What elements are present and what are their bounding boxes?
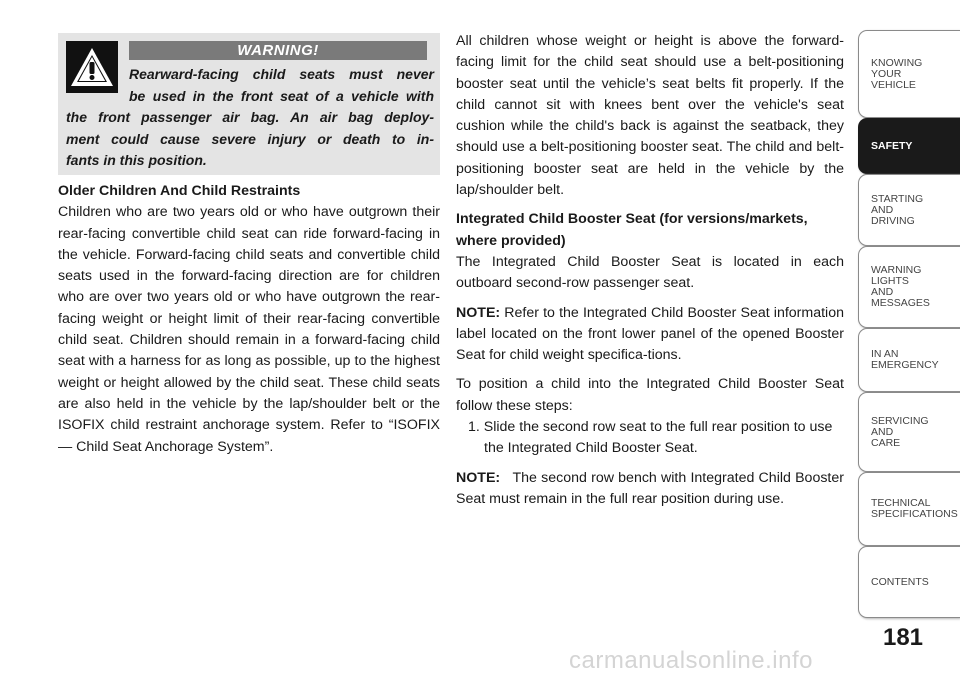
warning-box: [58, 33, 440, 175]
tab-label: WARNING LIGHTS AND MESSAGES: [871, 264, 930, 309]
warning-triangle-icon: [66, 41, 118, 93]
tab-label: STARTING AND DRIVING: [871, 192, 924, 227]
section-heading: Older Children And Child Restraints: [58, 183, 301, 199]
warning-header: WARNING!: [129, 41, 427, 60]
tab-servicing-and-care[interactable]: [858, 392, 960, 472]
tab-label: CONTENTS: [871, 575, 929, 588]
step-item: 1. Slide the second row seat to the full rear position to use the Integrated Child Booster Seat.: [468, 419, 833, 457]
tab-label: TECHNICAL SPECIFICATIONS: [871, 497, 958, 520]
tab-in-an-emergency[interactable]: [858, 328, 960, 392]
left-column: [58, 181, 440, 458]
tab-starting-and-driving[interactable]: [858, 174, 960, 246]
warning-line: be used in the front seat of a vehicle with: [129, 87, 434, 104]
tab-contents[interactable]: [858, 546, 960, 618]
body-paragraph: Children who are two years old or who have outgrown their rear-facing convertible child seat can ride forward-facing in the vehicle. Forward-facing child seats and convertible child seats used in the forward-facing direction are for children who are over two years old or who have outgrown the rear-facing weight or height limit of their rear-facing convertible child seat. Children should remain in a forward-facing child seat with a harness for as long as possible, up to the highest weight or height allowed by the child seat. These child seats are also held in the vehicle by the lap/shoulder belt or the ISOFIX child restraint anchorage system. Refer to “ISOFIX — Child Seat Anchorage System”.: [58, 204, 440, 455]
body-paragraph: All children whose weight or height is above the forward-facing limit for the child seat should use a belt-positioning booster seat until the vehicle’s seat belts fit properly. If the child cannot sit with knees bent over the vehicle's seat cushion while the child's back is against the seatback, they should use a belt-positioning booster seat. The child and belt-positioning booster seat are held in the vehicle by the lap/shoulder belt.: [456, 33, 844, 199]
body-paragraph: To position a child into the Integrated Child Booster Seat follow these steps:: [456, 376, 844, 414]
tab-knowing-your-vehicle[interactable]: [858, 30, 960, 118]
tab-label: SAFETY: [871, 139, 913, 152]
tab-label: IN AN EMERGENCY: [871, 348, 939, 371]
body-paragraph: The Integrated Child Booster Seat is located in each outboard second-row passenger seat.: [456, 253, 844, 292]
tab-label: SERVICING AND CARE: [871, 414, 929, 449]
note-paragraph: [456, 468, 844, 511]
page-number: 181: [882, 624, 924, 651]
tab-technical-specifications[interactable]: [858, 472, 960, 546]
warning-line: ment could cause severe injury or death to in-: [66, 130, 434, 147]
note-text: Refer to the Integrated Child Booster Seat information label located on the front lower panel of the opened Booster Seat for child weight specifica-tions.: [456, 304, 844, 364]
warning-line: Rearward-facing child seats must never: [129, 66, 434, 82]
section-heading: Integrated Child Booster Seat (for versions/markets, where provided): [456, 211, 808, 249]
note-paragraph: [456, 303, 844, 367]
warning-line: fants in this position.: [66, 152, 207, 168]
tab-label: KNOWING YOUR VEHICLE: [871, 56, 923, 91]
note-label: NOTE:: [456, 304, 501, 321]
right-column: [456, 31, 844, 510]
watermark: carmanualsonline.info: [569, 647, 813, 674]
note-text: The second row bench with Integrated Child Booster Seat must remain in the full rear position during use.: [456, 469, 844, 507]
tab-warning-lights-and-messages[interactable]: [858, 246, 960, 328]
tab-safety[interactable]: [858, 118, 960, 174]
note-label: NOTE:: [456, 469, 501, 486]
warning-line: the front passenger air bag. An air bag deploy-: [66, 109, 434, 125]
